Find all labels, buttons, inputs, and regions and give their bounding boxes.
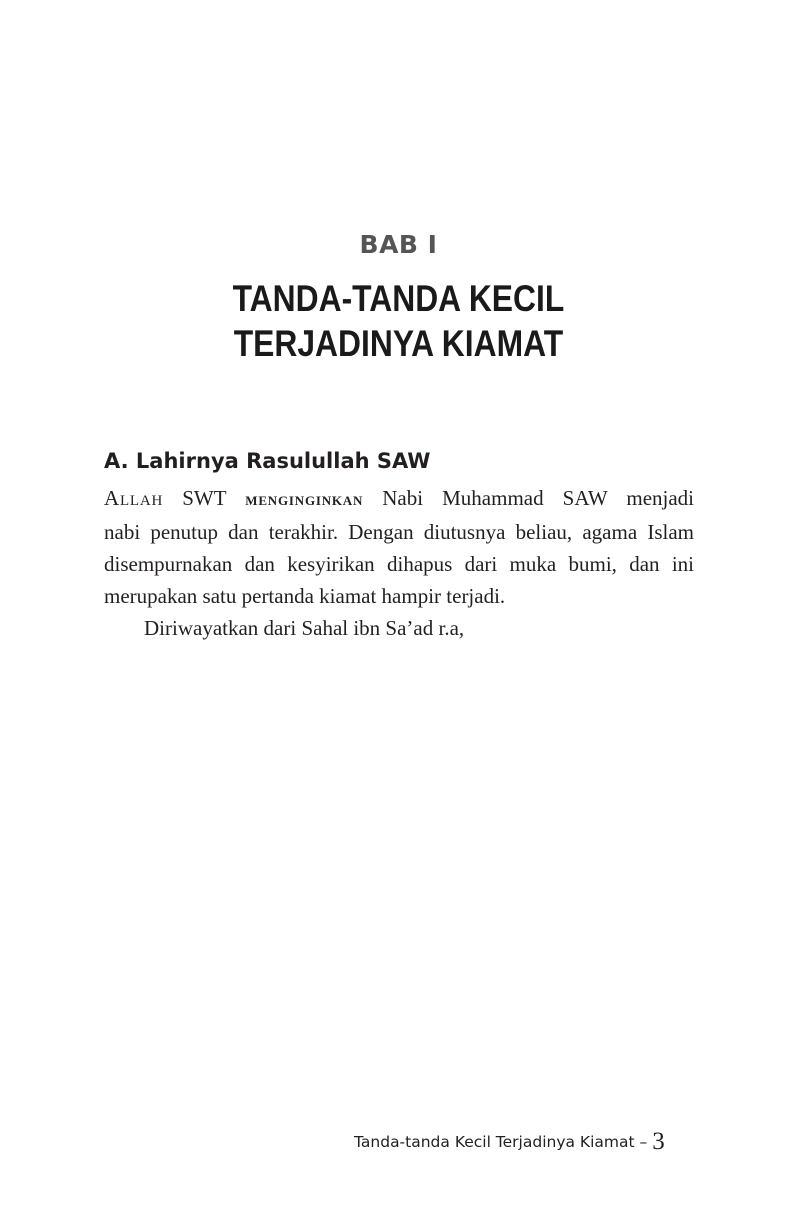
lead-word-swt: SWT [163,486,246,510]
paragraph-1 [104,482,694,612]
section-heading: A. Lahirnya Rasulullah SAW [104,449,431,473]
footer-separator: – [634,1133,653,1151]
lead-word-allah: Allah [104,486,164,510]
body-text [104,482,694,644]
page-footer [354,1128,665,1156]
chapter-title-line-2: TERJADINYA KIAMAT [233,323,564,364]
running-title: Tanda-tanda Kecil Terjadinya Kiamat [354,1133,635,1151]
paragraph-1-line-2: nabi penutup dan terakhir. Dengan diutusnya beliau, agama Islam [104,520,694,544]
page-number: 3 [652,1128,665,1155]
chapter-label: BAB I [359,230,438,259]
chapter-title-line-1: TANDA-TANDA KECIL [232,278,565,319]
paragraph-1-line-1-rest: Nabi Muhammad SAW menjadi [363,486,695,510]
lead-word-menginginkan: menginginkan [245,489,364,510]
paragraph-2: Diriwayatkan dari Sahal ibn Sa’ad r.a, [144,616,465,640]
chapter-title [56,276,741,366]
paragraph-1-line-1 [104,482,694,516]
paragraph-1-line-3: disempurnakan dan kesyirikan dihapus dari muka bumi, dan ini [104,552,694,576]
paragraph-1-line-4: merupakan satu pertanda kiamat hampir terjadi. [104,584,506,608]
